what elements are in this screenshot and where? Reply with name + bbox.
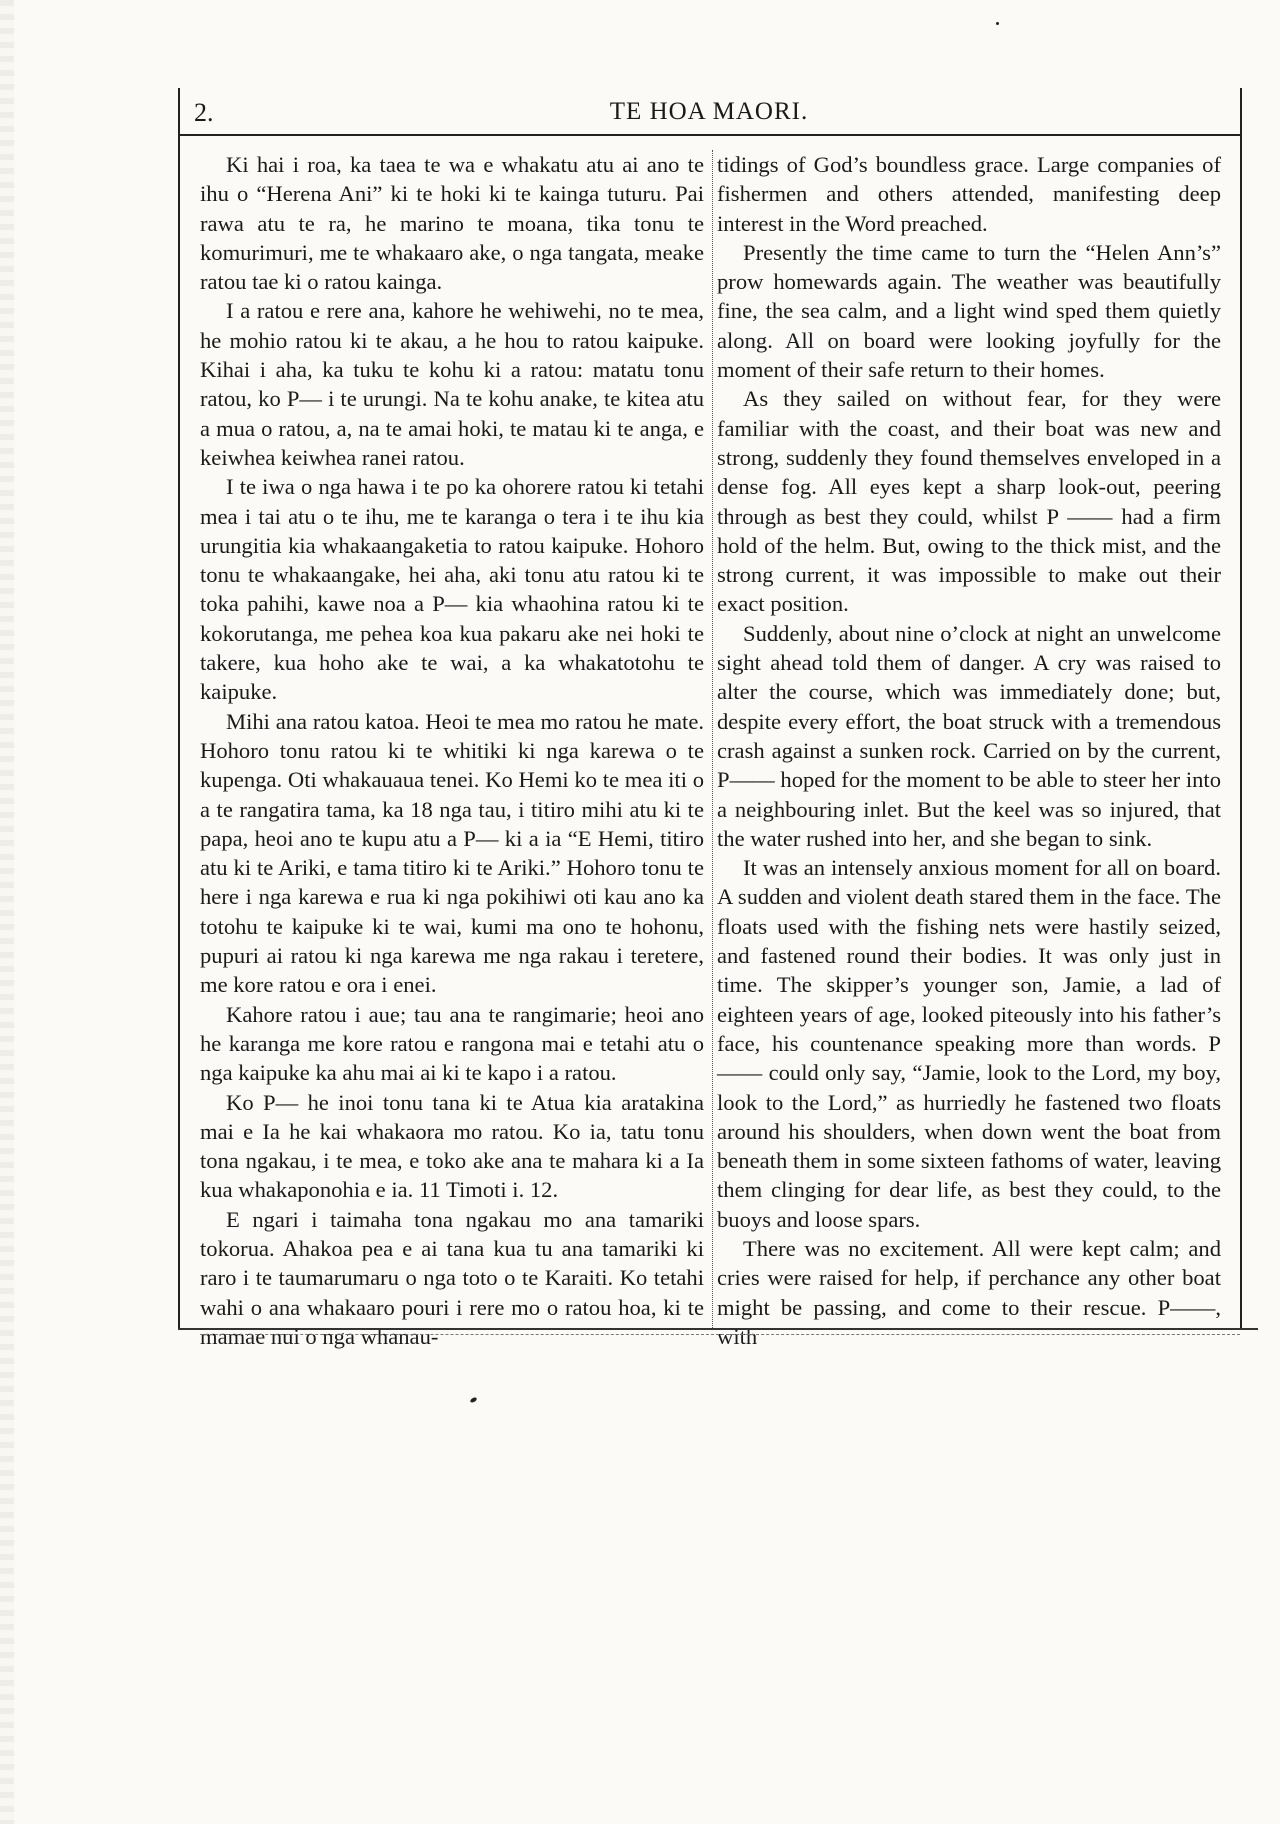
ink-speck — [996, 22, 999, 25]
left-column-maori — [200, 150, 704, 1351]
scan-edge-artifact — [0, 0, 14, 1824]
paragraph: It was an intensely anxious moment for all on board. A sudden and violent death stared them in the face. The floats used with the fishing nets were hastily seized, and fastened round their bodies. It was only just in time. The skipper’s younger son, Jamie, a lad of eighteen years of age, looked piteously into his father’s face, his countenance speaking more than words. P —— could only say, “Jamie, look to the Lord, my boy, look to the Lord,” as hurriedly he fastened two floats around his shoulders, when down went the boat from beneath them in some sixteen fathoms of water, leaving them clinging for dear life, as best they could, to the buoys and loose spars. — [717, 855, 1221, 1232]
paragraph: I te iwa o nga hawa i te po ka ohorere ratou ki tetahi mea i tai atu o te ihu, me te karanga o tera i te ihu kia urungitia kia whakaangaketia to ratou kaipuke. Hohoro tonu te whakaangake, hei aha, aki tonu atu ratou ki te toka pahihi, kawe noa a P— kia whaohina ratou ki te kokorutanga, me pehea koa kua pakaru ake nei hoki te takere, kua hoho ake te wai, a ka whakatotohu te kaipuke. — [200, 474, 704, 705]
paragraph: As they sailed on without fear, for they were familiar with the coast, and their boat was new and strong, suddenly they found themselves enveloped in a dense fog. All eyes kept a sharp look-out, peering through as best they could, whilst P —— had a firm hold of the helm. But, owing to the thick mist, and the strong current, it was impossible to make out their exact position. — [717, 386, 1221, 617]
bottom-dashed-rule — [200, 1334, 1240, 1335]
paragraph: Kahore ratou i aue; tau ana te rangimarie; heoi ano he karanga me kore ratou e rangona mai e tetahi atu o nga kaipuke ka ahu mai ai ki te kapo i a ratou. — [200, 1001, 704, 1086]
right-column-english — [717, 150, 1221, 1351]
ink-speck — [469, 1397, 477, 1404]
paragraph: Presently the time came to turn the “Helen Ann’s” prow homewards again. The weather was beautifully fine, the sea calm, and a light wind sped them quietly along. All on board were looking joyfully for the moment of their safe return to their homes. — [717, 239, 1221, 383]
paragraph: Ko P— he inoi tonu tana ki te Atua kia aratakina mai e Ia he kai whakaora mo ratou. Ko ia, tatu tonu tona ngakau, i te mea, e toko ake ana te mahara ki a Ia kua whakaponohia e ia. 11 Timoti i. 12. — [200, 1089, 704, 1203]
page-number: 2. — [194, 98, 214, 127]
page-header — [178, 92, 1240, 136]
paragraph: E ngari i taimaha tona ngakau mo ana tamariki tokorua. Ahakoa pea e ai tana kua tu ana tamariki ki raro i te taumarumaru o nga toto o te Karaiti. Ko tetahi wahi o ana whakaaro pouri i rere mo o ratou hoa, ki te mamae nui o nga whanau- — [200, 1206, 704, 1349]
running-title: TE HOA MAORI. — [609, 98, 809, 125]
paragraph: Mihi ana ratou katoa. Heoi te mea mo ratou he mate. Hohoro tonu ratou ki te whitiki ki nga karewa o te kupenga. Oti whakauaua tenei. Ko Hemi ko te mea iti o a te rangatira tama, ka 18 nga tau, i titiro mihi atu ki te papa, heoi ano te kupu atu a P— ki a ia “E Hemi, titiro atu ki te Ariki, e tama titiro ki te Ariki.” Hohoro tonu te here i nga karewa e rua ki nga pokihiwi oti kau ano ka totohu te kaipuke ki te wai, kumi ma ono te hohonu, pupuri ai ratou ki nga karewa me nga rakau i teretere, me kore ratou e ora i enei. — [200, 708, 704, 998]
bottom-rule — [178, 1328, 1258, 1330]
paragraph: I a ratou e rere ana, kahore he wehiwehi, no te mea, he mohio ratou ki te akau, a he hou to ratou kaipuke. Kihai i aha, ka tuku te kohu ki a ratou: matatu tonu ratou, ko P— i te urungi. Na te kohu anake, te kitea atu a mua o ratou, a, na te amai hoki, te matau ki te anga, e keiwhea keiwhea ranei ratou. — [200, 298, 704, 470]
paragraph: Suddenly, about nine o’clock at night an unwelcome sight ahead told them of danger. A cry was raised to alter the course, which was immediately done; but, despite every effort, the boat struck with a tremendous crash against a sunken rock. Carried on by the current, P—— hoped for the moment to be able to steer her into a neighbouring inlet. But the keel was so injured, that the water rushed into her, and she began to sink. — [717, 620, 1221, 851]
column-divider — [712, 150, 714, 1330]
paragraph: Ki hai i roa, ka taea te wa e whakatu atu ai ano te ihu o “Herena Ani” ki te hoki ki te kainga tuturu. Pai rawa atu te ra, he marino te moana, tika tonu te komurimuri, me te whakaaro ake, o nga tangata, meake ratou tae ki o ratou kainga. — [200, 152, 704, 295]
paragraph: tidings of God’s boundless grace. Large companies of fishermen and others attended, manifesting deep interest in the Word preached. — [717, 152, 1221, 236]
paragraph: There was no excitement. All were kept calm; and cries were raised for help, if perchance any other boat might be passing, and come to their rescue. P——, with — [717, 1235, 1221, 1349]
